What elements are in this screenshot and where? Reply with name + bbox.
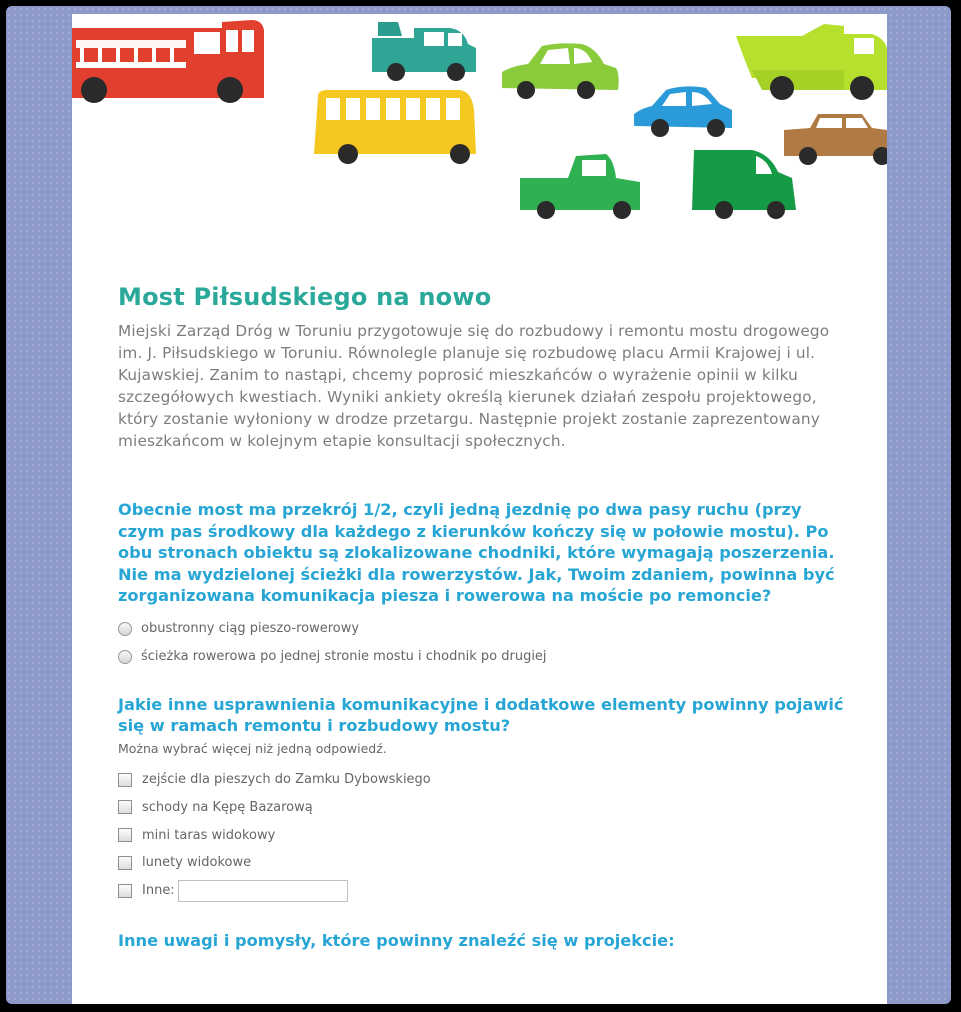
- car-icon: [502, 43, 619, 99]
- checkbox-option-label: Inne:: [142, 883, 175, 899]
- bus-icon: [314, 90, 476, 164]
- checkbox-option-label: zejście dla pieszych do Zamku Dybowskiego: [142, 772, 431, 787]
- car-icon: [784, 114, 887, 165]
- checkbox-option-other[interactable]: [118, 881, 848, 901]
- van-icon: [692, 150, 796, 219]
- window-frame: [6, 6, 951, 1004]
- question-1: Obecnie most ma przekrój 1/2, czyli jedną jezdnię po dwa pasy ruchu (przy czym pas środkowy dla każdego z kierunków kończy się w połowie mostu). Po obu stronach obiektu są zlokalizowane chodniki, które wymagają poszerzenia. Nie ma wydzielonej ścieżki dla rowerzystów. Jak, Twoim zdaniem, powinna być zorganizowana komunikacja piesza i rowerowa na moście po remoncie?: [118, 500, 835, 605]
- tow-truck-icon: [372, 22, 476, 81]
- form-page: [72, 14, 887, 1004]
- checkbox-option[interactable]: [118, 825, 848, 845]
- checkbox-option-label: lunety widokowe: [142, 855, 252, 871]
- question-3: Inne uwagi i pomysły, które powinny znaleźć się w projekcie:: [118, 930, 675, 950]
- checkbox[interactable]: [118, 800, 132, 814]
- checkbox-option-label: schody na Kępę Bazarową: [142, 799, 313, 815]
- fire-truck-icon: [72, 20, 264, 103]
- checkbox[interactable]: [118, 773, 132, 787]
- question-1-options: [118, 619, 848, 667]
- checkbox-option-label: mini taras widokowy: [142, 827, 276, 843]
- radio-option[interactable]: [118, 619, 848, 639]
- form-description: Miejski Zarząd Dróg w Toruniu przygotowuje się do rozbudowy i remontu mostu drogowego im. J. Piłsudskiego w Toruniu. Równolegle planuje się rozbudowę placu Armii Krajowej i ul. Kujawskiej. Zanim to nastąpi, chcemy poprosić mieszkańców o wyrażenie opinii w kilku szczegółowych kwestiach. Wyniki ankiety określą kierunek działań zespołu projektowego, który zostanie wyłoniony w drodze przetargu. Następnie projekt zostanie zaprezentowany mieszkańcom w kolejnym etapie konsultacji społecznych.: [118, 322, 830, 450]
- radio-option-label: ścieżka rowerowa po jednej stronie mostu i chodnik po drugiej: [141, 649, 547, 664]
- checkbox[interactable]: [118, 828, 132, 842]
- checkbox-option[interactable]: [118, 853, 848, 873]
- radio-option-label: obustronny ciąg pieszo-rowerowy: [141, 621, 360, 636]
- radio-option[interactable]: [118, 647, 848, 667]
- form-title: Most Piłsudskiego na nowo: [118, 283, 492, 311]
- dump-truck-icon: [736, 24, 887, 100]
- checkbox[interactable]: [118, 856, 132, 870]
- radio-button[interactable]: [118, 650, 132, 664]
- checkbox-option[interactable]: [118, 797, 848, 817]
- checkbox[interactable]: [118, 884, 132, 898]
- form-content: [118, 282, 848, 951]
- radio-button[interactable]: [118, 622, 132, 636]
- checkbox-option[interactable]: [118, 770, 848, 790]
- vehicles-banner: [72, 14, 887, 239]
- pickup-truck-icon: [520, 154, 640, 219]
- question-2: Jakie inne usprawnienia komunikacyjne i dodatkowe elementy powinny pojawić się w ramach remontu i rozbudowy mostu?: [118, 694, 844, 735]
- question-2-hint: Można wybrać więcej niż jedną odpowiedź.: [118, 740, 387, 756]
- car-icon: [634, 86, 732, 137]
- question-2-options: [118, 770, 848, 901]
- other-text-input[interactable]: [178, 880, 348, 902]
